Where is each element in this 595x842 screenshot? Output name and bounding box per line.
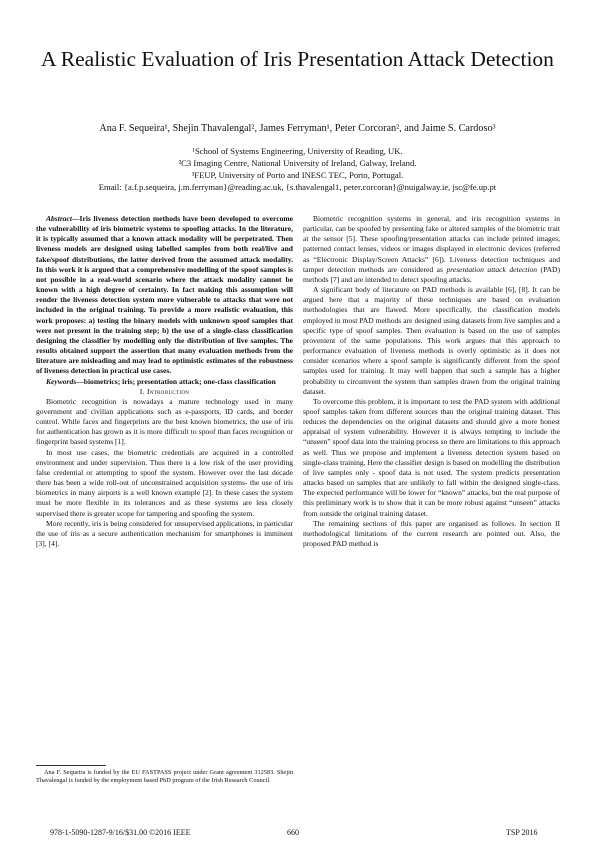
author-list: Ana F. Sequeira¹, Shejin Thavalengal², James Ferryman¹, Peter Corcoran², and Jaime S. Cardoso³ xyxy=(99,123,496,134)
keywords-text: —biometrics; iris; presentation attack; one-class classification xyxy=(76,376,276,386)
abstract xyxy=(36,214,293,377)
affiliation-reading: ¹School of Systems Engineering, University of Reading, UK. xyxy=(192,146,403,156)
footnote-divider xyxy=(36,765,106,766)
right-paragraph-2: A significant body of literature on PAD methods is available [6], [8]. It can be argued here that a majority of these techniques are based on evaluation methodologies that are flawed. More specifically, the classification models employed in most PAD methods are designed using datasets from live samples and a specific type of spoof samples. Then evaluation is based on the use of samples provenient of the same populations. This work argues that this approach to performance evaluation of liveness methods is overly optimistic as it does not consider scenarios where a spoof sample is significantly different from the spoof samples used for training. It may well happen that such a sample has a higher probability to circumvent the system than samples drawn from the original training dataset. xyxy=(303,285,560,396)
keywords xyxy=(36,377,293,387)
right-paragraph-3: To overcome this problem, it is important to test the PAD system with additional spoof samples taken from different sources than the original training dataset. This reduces the dependencies on the original datasets and should give a more honest appraisal of system vulnerability. However it is always tempting to include the “unseen” spoof data into the training process so there are limitations to this approach as well. Thus we propose and implement a liveness detection system based on single-class training. Here the classifier design is based on modelling the distribution of live samples only - spoof data is not used. The system predicts presentation attacks based on samples that are unlikely to fall within the designed single-class. The expected performance will be lower for “known” attacks, but the real purpose of this preliminary work is to show that it can be more robust against “unseen” attacks from outside the original training dataset. xyxy=(303,396,560,518)
intro-paragraph-3: More recently, iris is being considered for unsupervised applications, in particular the use of iris as a secure authentication mechanism for smartphones is imminent [3], [4]. xyxy=(36,518,293,548)
affiliation-galway: ²C3 Imaging Centre, National University of Ireland, Galway, Ireland. xyxy=(178,158,417,168)
author-emails: Email: {a.f.p.sequeira, j.m.ferryman}@reading.ac.uk, {s.thavalengal1, peter.corcoran}@nuigalway.ie, jsc@fe.up.pt xyxy=(98,182,497,192)
left-column xyxy=(36,214,293,549)
footer-isbn: 978-1-5090-1287-9/16/$31.00 ©2016 IEEE xyxy=(50,828,191,837)
affiliations xyxy=(30,145,565,193)
funding-footnote: Ana F. Sequeira is funded by the EU FASTPASS project under Grant agreement 312583. Shejin Thavalengal is funded by the employment based PhD program of the Irish Research Council. xyxy=(36,769,293,784)
right-paragraph-4: The remaining sections of this paper are organised as follows. In section II methodological limitations of the current research are pointed out. Also, the proposed PAD method is xyxy=(303,518,560,548)
right-paragraph-1-italic: presentation attack detection xyxy=(446,264,538,274)
right-paragraph-1 xyxy=(303,214,560,285)
section-heading-introduction: I. Introduction xyxy=(139,386,190,396)
keywords-label: Keywords xyxy=(46,376,77,386)
abstract-label: Abstract xyxy=(46,214,72,223)
footer-conference: TSP 2016 xyxy=(506,828,538,837)
footer-page-number: 660 xyxy=(287,828,299,837)
right-paragraph-1-text-b: (PAD) methods [7] and are intended to detect spoofing attacks. xyxy=(303,264,560,284)
abstract-text: —Iris liveness detection methods have been developed to overcome the vulnerability of iris biometric systems to spoofing attacks. In the literature, it is typically assumed that a known attack modality will be perpetrated. Then liveness models are designed using labelled samples from both real/live and fake/spoof distributions, the latter derived from the assumed attack modality. In this work it is argued that a comprehensive modelling of the spoof samples is not possible in a real-world scenario where the attack modality cannot be known with a high degree of certainty. In fact making this assumption will render the liveness detection system more vulnerable to attacks that were not included in the original training. To provide a more realistic evaluation, this work proposes: a) testing the binary models with unknown spoof samples that were not present in the training step; b) the use of a single-class classification designing the classifier by modelling only the distribution of live samples. The results obtained support the assertion that many evaluation methods from the literature are misleading and may lead to optimistic estimates of the robustness of liveness detection in practical use cases. xyxy=(36,214,293,376)
right-column xyxy=(303,214,560,549)
intro-paragraph-2: In most use cases, the biometric credentials are acquired in a controlled environment and under supervision. Thus there is a low risk of the user providing false credential or attempting to spoof the system. However over the last decade there has been a wide roll-out of unconstrained acquisition systems- the use of iris biometrics in many airports is a well known example [2]. In these cases the system must be more flexible in its tolerances and as these systems are less closely supervised there is greater scope for tampering and spoofing the system. xyxy=(36,447,293,518)
paper-title: A Realistic Evaluation of Iris Presentation Attack Detection xyxy=(41,47,554,71)
affiliation-porto: ³FEUP, University of Porto and INESC TEC, Porto, Portugal. xyxy=(191,170,404,180)
intro-paragraph-1: Biometric recognition is nowadays a mature technology used in many government and civilian applications such as e-passports, ID cards, and border control. While faces and fingerprints are the best known biometrics, the use of iris for authentication has grown as it is more difficult to spoof than faces recognition or fingerprint based systems [1]. xyxy=(36,396,293,447)
right-paragraph-1-text-a: Biometric recognition systems in general, and iris recognition systems in particular, can be spoofed by presenting fake or altered samples of the biometric trait at the sensor [5]. These spoofing/presentation attacks can include printed images, patterned contact lenses, videos or images displayed in electronic devices (referred as “Electronic Display/Screen Attacks” [6]). Liveness detection techniques and tamper detection methods are considered as xyxy=(303,214,560,274)
